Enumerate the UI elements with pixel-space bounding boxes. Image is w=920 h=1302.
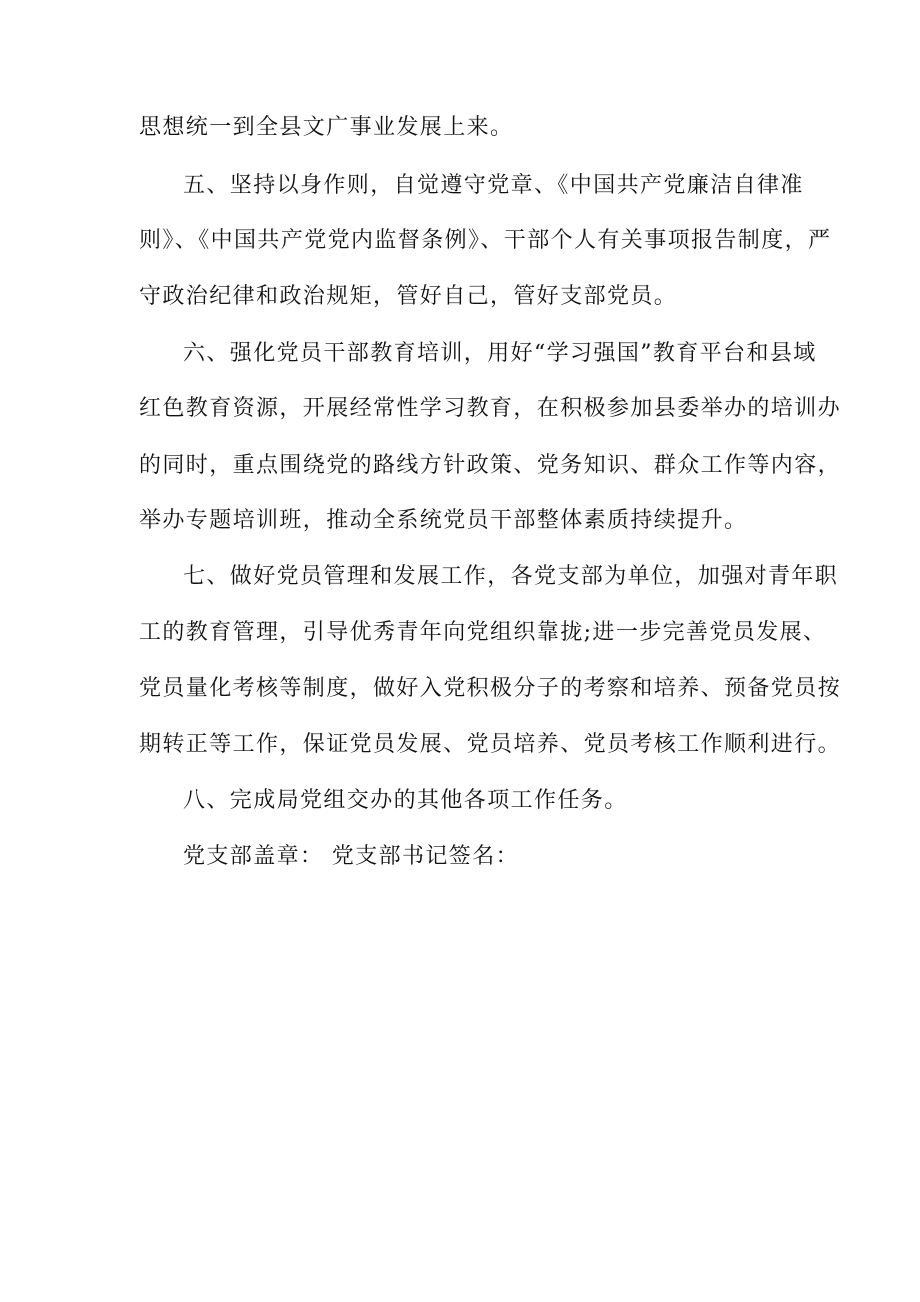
- section-five-line-1: 五、坚持以身作则，自觉遵守党章、《中国共产党廉洁自律准: [183, 173, 804, 198]
- section-seven-line-3: 党员量化考核等制度，做好入党积极分子的考察和培养、预备党员按: [139, 676, 842, 701]
- section-seven-line-4: 期转正等工作，保证党员发展、党员培养、党员考核工作顺利进行。: [139, 732, 842, 757]
- signature-line: 党支部盖章： 党支部书记签名：: [183, 844, 519, 869]
- section-six-line-2: 红色教育资源，开展经常性学习教育，在积极参加县委举办的培训办: [139, 396, 842, 421]
- section-six-line-4: 举办专题培训班，推动全系统党员干部整体素质持续提升。: [139, 508, 748, 533]
- section-five-line-3: 守政治纪律和政治规矩，管好自己，管好支部党员。: [139, 284, 678, 309]
- section-five-line-2: 则》、《中国共产党党内监督条例》、干部个人有关事项报告制度，严: [139, 228, 832, 253]
- section-eight-line: 八、完成局党组交办的其他各项工作任务。: [183, 788, 628, 813]
- section-six-line-3: 的同时，重点围绕党的路线方针政策、党务知识、群众工作等内容，: [139, 453, 842, 478]
- section-seven-line-2: 工的教育管理，引导优秀青年向党组织靠拢;进一步完善党员发展、: [139, 620, 827, 645]
- section-six-line-1: 六、强化党员干部教育培训，用好“学习强国”教育平台和县域: [183, 341, 817, 366]
- paragraph-continuation-line: 思想统一到全县文广事业发展上来。: [139, 115, 514, 140]
- section-seven-line-1: 七、做好党员管理和发展工作，各党支部为单位，加强对青年职: [183, 564, 839, 589]
